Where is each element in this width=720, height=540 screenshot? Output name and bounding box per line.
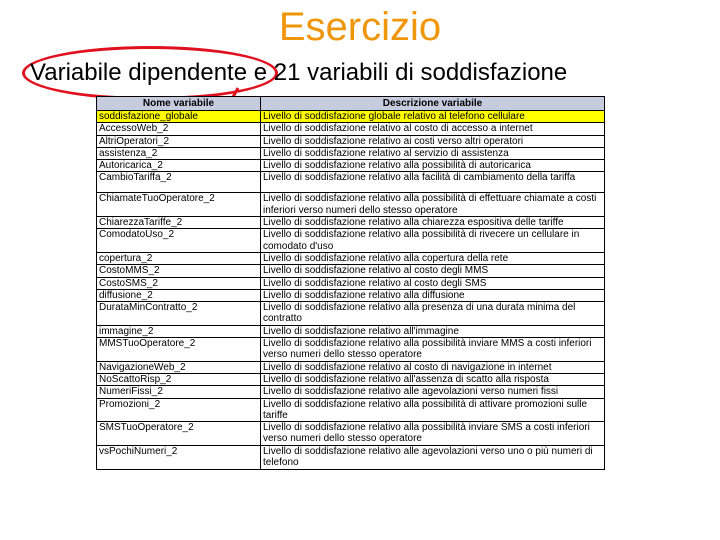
variable-description-cell: Livello di soddisfazione relativo alla possibilità di rivecere un cellulare in comodato d'uso xyxy=(261,229,605,253)
variable-description-cell: Livello di soddisfazione relativo alle agevolazioni verso numeri fissi xyxy=(261,386,605,398)
variable-name-cell: MMSTuoOperatore_2 xyxy=(97,338,261,362)
table-row xyxy=(97,265,605,277)
variable-name-cell: CostoSMS_2 xyxy=(97,277,261,289)
variable-description-cell: Livello di soddisfazione relativo all'immagine xyxy=(261,325,605,337)
variable-name-cell: SMSTuoOperatore_2 xyxy=(97,422,261,446)
variable-name-cell: diffusione_2 xyxy=(97,289,261,301)
variable-name-cell: ChiamateTuoOperatore_2 xyxy=(97,193,261,217)
table-row xyxy=(97,422,605,446)
variable-description-cell: Livello di soddisfazione relativo alla diffusione xyxy=(261,289,605,301)
table-row xyxy=(97,123,605,135)
variable-description-cell: Livello di soddisfazione relativo alla possibilità di attivare promozioni sulle tariffe xyxy=(261,398,605,422)
variable-name-cell: AltriOperatori_2 xyxy=(97,135,261,147)
variable-name-cell: ChiarezzaTariffe_2 xyxy=(97,217,261,229)
variable-description-cell: Livello di soddisfazione relativo alla possibilità inviare SMS a costi inferiori verso numeri dello stesso operatore xyxy=(261,422,605,446)
table-row xyxy=(97,135,605,147)
table-row xyxy=(97,373,605,385)
column-header-name: Nome variabile xyxy=(97,97,261,111)
table-row xyxy=(97,289,605,301)
variable-name-cell: copertura_2 xyxy=(97,252,261,264)
variable-description-cell: Livello di soddisfazione relativo alla facilità di cambiamento della tariffa xyxy=(261,172,605,193)
variable-description-cell: Livello di soddisfazione relativo al servizio di assistenza xyxy=(261,147,605,159)
variable-name-cell: ComodatoUso_2 xyxy=(97,229,261,253)
variable-name-cell: assistenza_2 xyxy=(97,147,261,159)
variable-description-cell: Livello di soddisfazione relativo ai costi verso altri operatori xyxy=(261,135,605,147)
variable-description-cell: Livello di soddisfazione relativo alla possibilità inviare MMS a costi inferiori verso numeri dello stesso operatore xyxy=(261,338,605,362)
variable-name-cell: NoScattoRisp_2 xyxy=(97,373,261,385)
variable-name-cell: CambioTariffa_2 xyxy=(97,172,261,193)
variable-name-cell: soddisfazione_globale xyxy=(97,111,261,123)
table-row xyxy=(97,111,605,123)
slide-title: Esercizio xyxy=(278,5,442,49)
table-row xyxy=(97,325,605,337)
variable-description-cell: Livello di soddisfazione relativo alla presenza di una durata minima del contratto xyxy=(261,302,605,326)
variable-description-cell: Livello di soddisfazione relativo alla possibilità di effettuare chiamate a costi inferiori verso numeri dello stesso operatore xyxy=(261,193,605,217)
variable-description-cell: Livello di soddisfazione relativo alla copertura della rete xyxy=(261,252,605,264)
variable-description-cell: Livello di soddisfazione relativo alla chiarezza espositiva delle tariffe xyxy=(261,217,605,229)
variable-name-cell: NavigazioneWeb_2 xyxy=(97,361,261,373)
variables-table xyxy=(96,96,605,470)
table-row xyxy=(97,445,605,469)
variable-description-cell: Livello di soddisfazione globale relativo al telefono cellulare xyxy=(261,111,605,123)
variable-description-cell: Livello di soddisfazione relativo al costo degli MMS xyxy=(261,265,605,277)
table-row xyxy=(97,172,605,193)
variable-description-cell: Livello di soddisfazione relativo alle agevolazioni verso uno o più numeri di telefono xyxy=(261,445,605,469)
variable-description-cell: Livello di soddisfazione relativo al costo di accesso a internet xyxy=(261,123,605,135)
variable-name-cell: Promozioni_2 xyxy=(97,398,261,422)
variable-description-cell: Livello di soddisfazione relativo all'assenza di scatto alla risposta xyxy=(261,373,605,385)
table-row xyxy=(97,338,605,362)
variable-name-cell: AccessoWeb_2 xyxy=(97,123,261,135)
table-row xyxy=(97,252,605,264)
table-row xyxy=(97,229,605,253)
variable-description-cell: Livello di soddisfazione relativo alla possibilità di autoricarica xyxy=(261,160,605,172)
variable-description-cell: Livello di soddisfazione relativo al costo di navigazione in internet xyxy=(261,361,605,373)
table-row xyxy=(97,361,605,373)
variable-name-cell: DurataMinContratto_2 xyxy=(97,302,261,326)
slide-subtitle: Variabile dipendente e 21 variabili di soddisfazione xyxy=(30,59,568,86)
variable-description-cell: Livello di soddisfazione relativo al costo degli SMS xyxy=(261,277,605,289)
variable-name-cell: Autoricarica_2 xyxy=(97,160,261,172)
variable-name-cell: NumeriFissi_2 xyxy=(97,386,261,398)
table-row xyxy=(97,302,605,326)
table-header-row xyxy=(97,97,605,111)
table-row xyxy=(97,193,605,217)
column-header-description: Descrizione variabile xyxy=(261,97,605,111)
table-row xyxy=(97,217,605,229)
variable-name-cell: vsPochiNumeri_2 xyxy=(97,445,261,469)
table-row xyxy=(97,160,605,172)
table-row xyxy=(97,386,605,398)
table-row xyxy=(97,147,605,159)
variable-name-cell: immagine_2 xyxy=(97,325,261,337)
table-row xyxy=(97,277,605,289)
variable-name-cell: CostoMMS_2 xyxy=(97,265,261,277)
table-body xyxy=(97,111,605,470)
table-row xyxy=(97,398,605,422)
variables-table-container xyxy=(96,96,604,470)
